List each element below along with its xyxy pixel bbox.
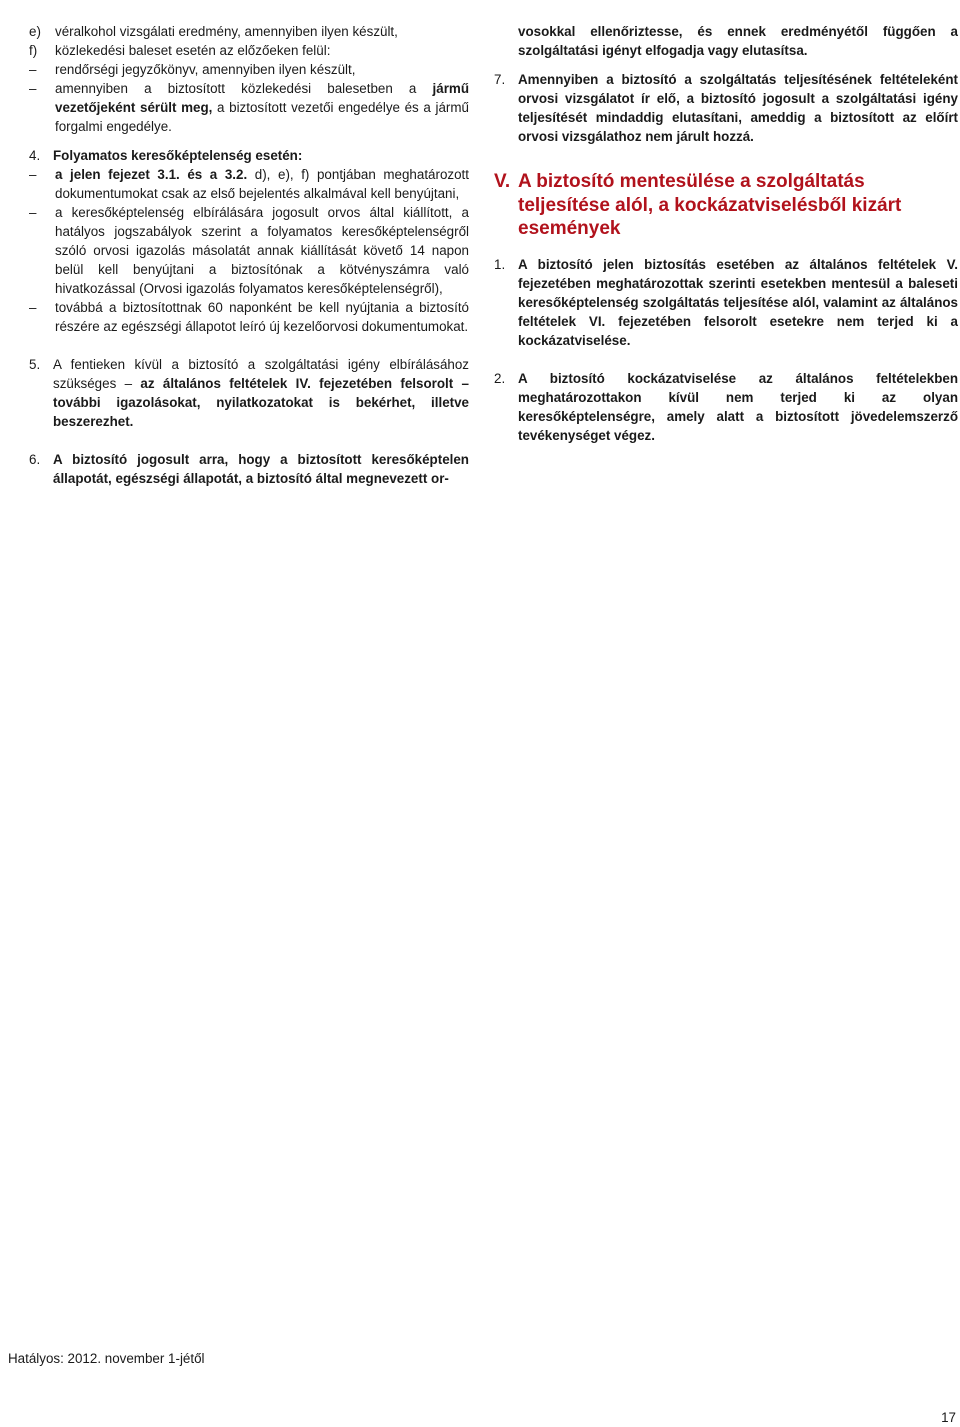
- bold-run: az általános feltételek IV. fejezetében felsorolt – további igazolásokat, nyilatkozatokat is bekérhet, illetve beszerezhet.: [53, 376, 469, 429]
- dash-item: [29, 298, 469, 336]
- dash-marker: –: [29, 81, 37, 96]
- text-run: d), e), f) pontjában meghatározott dokumentumokat csak az első bejelentés alkalmával kell benyújtani,: [55, 167, 469, 201]
- dash-item: [29, 165, 469, 203]
- section-4-heading: [29, 146, 469, 165]
- text-run: A fentieken kívül a biztosító a szolgáltatási igény elbírálásához szükséges –: [53, 357, 469, 391]
- item-label: e): [29, 24, 41, 39]
- section-number: 7.: [494, 72, 506, 87]
- section-7: [494, 70, 958, 146]
- text-run: a biztosított vezetői engedélye és a jármű forgalmi engedélye.: [55, 100, 469, 134]
- dash-text: [55, 165, 469, 203]
- item-e: [29, 22, 469, 41]
- item-f: [29, 41, 469, 60]
- dash-item: [29, 60, 469, 79]
- chapter-v-heading: [494, 170, 958, 241]
- bold-run: a jelen fejezet 3.1. és a 3.2.: [55, 167, 248, 182]
- item-label: f): [29, 43, 38, 58]
- item-text: véralkohol vizsgálati eredmény, amennyiben ilyen készült,: [55, 24, 398, 39]
- item-text: A biztosító jelen biztosítás esetében az általános feltételek V. fejezetében meghatározottak szerinti esetekben mentesül a baleseti keresőképtelenség szolgáltatás teljesítése alól, valamint az általános feltételek VI. fejezetében felsorolt esetekre nem terjed ki a kockázatviselése.: [518, 256, 958, 348]
- left-column: [29, 22, 469, 488]
- item-text: A biztosító kockázatviselése az általános feltételekben meghatározottakon kívül nem terjed ki az olyan keresőképtelenségre, amely alatt a biztosított jövedelemszerző tevékenységet végez.: [518, 370, 958, 443]
- item-number: 1.: [494, 256, 506, 272]
- section-title: Folyamatos keresőképtelenség esetén:: [53, 148, 303, 163]
- dash-marker: –: [29, 205, 37, 220]
- right-column: [494, 22, 958, 445]
- section-number: 5.: [29, 357, 41, 372]
- section-text: Amennyiben a biztosító a szolgáltatás teljesítésének feltételeként orvosi vizsgálatot ír elő, a biztosító jogosult a szolgáltatási igény teljesítését mindaddig elutasítani, ameddig a biztosított az előírt orvosi vizsgálathoz nem járult hozzá.: [518, 72, 958, 144]
- chapter-number: V.: [494, 171, 511, 192]
- page-number: 17: [941, 1410, 956, 1425]
- section-5: [29, 355, 469, 431]
- item-text: közlekedési baleset esetén az előzőeken felül:: [55, 43, 331, 58]
- dash-text: a keresőképtelenség elbírálására jogosult orvos által kiállított, a hatályos jogszabályok szerint a folyamatos keresőképtelenségről szóló orvosi igazolás másolatát annak kiállítását követő 14 napon belül kell benyújtani a biztosítónak a kötvényszámra való hivatkozással (Orvosi igazolás folyamatos keresőképtelenségről),: [55, 205, 469, 296]
- section-number: 6.: [29, 452, 41, 467]
- dash-text: [55, 79, 469, 136]
- section-6: [29, 450, 469, 488]
- dash-marker: –: [29, 167, 37, 182]
- effective-date: Hatályos: 2012. november 1-jétől: [8, 1351, 205, 1366]
- section-text: [53, 355, 469, 431]
- text-run: amennyiben a biztosított közlekedési balesetben a: [55, 81, 433, 96]
- dash-item: [29, 79, 469, 136]
- chapter-title: A biztosító mentesülése a szolgáltatás teljesítése alól, a kockázatviselésből kizárt események: [518, 171, 902, 239]
- item-number: 2.: [494, 370, 506, 386]
- bold-run: jármű vezetőjeként sérült meg,: [55, 81, 469, 115]
- dash-marker: –: [29, 62, 37, 77]
- continued-text: [494, 22, 958, 60]
- v-item-2: [494, 369, 958, 445]
- dash-text: rendőrségi jegyzőkönyv, amennyiben ilyen készült,: [55, 62, 356, 77]
- dash-text: továbbá a biztosítottnak 60 naponként be kell nyújtania a biztosító részére az egészségi állapotot leíró új kezelőorvosi dokumentumokat.: [55, 300, 469, 334]
- section-text: A biztosító jogosult arra, hogy a biztosított keresőképtelen állapotát, egészségi állapotát, a biztosító által megnevezett or-: [53, 452, 469, 486]
- dash-item: [29, 203, 469, 298]
- v-item-1: [494, 255, 958, 350]
- section-number: 4.: [29, 148, 41, 163]
- section-text: vosokkal ellenőriztesse, és ennek eredményétől függően a szolgáltatási igényt elfogadja vagy elutasítsa.: [518, 24, 958, 58]
- dash-marker: –: [29, 300, 37, 315]
